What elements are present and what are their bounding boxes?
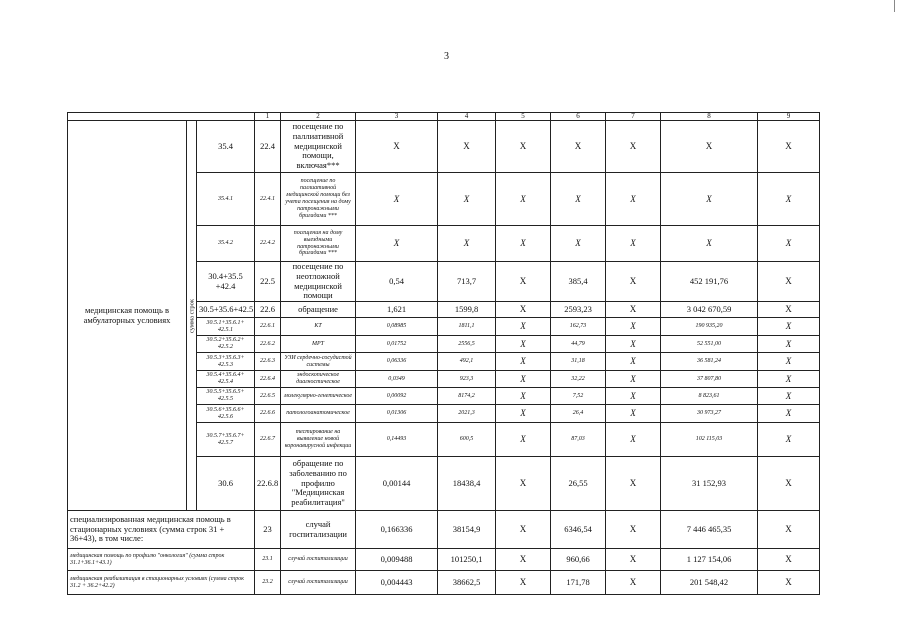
value-cell: 960,66 (551, 549, 606, 571)
value-cell: X (758, 121, 820, 173)
value-cell: X (496, 262, 551, 302)
value-cell: 171,78 (551, 571, 606, 595)
sum-label: сумма строк (187, 121, 197, 511)
value-cell: 162,73 (551, 318, 606, 336)
row-number: 22.5 (255, 262, 281, 302)
value-cell: X (606, 423, 661, 457)
value-cell: X (606, 571, 661, 595)
value-cell: X (496, 226, 551, 262)
row-code: 30.5+35.6+42.5 (197, 302, 255, 318)
header-cell: 5 (496, 113, 551, 121)
row-number: 23.1 (255, 549, 281, 571)
row-number: 22.6.7 (255, 423, 281, 457)
value-cell: X (606, 318, 661, 336)
header-cell: 9 (758, 113, 820, 121)
row-name: тестирование на выявление новой коронавирусной инфекции (281, 423, 356, 457)
row-name: посещение по паллиативной медицинской помощи без учета посещения на дому патронажными бригадами *** (281, 173, 356, 226)
value-cell: X (438, 226, 496, 262)
value-cell: 2556,5 (438, 336, 496, 353)
row-code: 30.5.2+35.6.2+ 42.5.2 (197, 336, 255, 353)
value-cell: X (496, 571, 551, 595)
header-cell: 7 (606, 113, 661, 121)
value-cell: X (496, 457, 551, 511)
value-cell: X (496, 405, 551, 423)
value-cell: 0,166336 (356, 511, 438, 549)
row-code: 30.5.3+35.6.3+ 42.5.3 (197, 353, 255, 371)
row-code: 30.5.6+35.6.6+ 42.5.6 (197, 405, 255, 423)
value-cell: 26,4 (551, 405, 606, 423)
value-cell: X (551, 173, 606, 226)
value-cell: X (758, 173, 820, 226)
value-cell: X (606, 388, 661, 405)
value-cell: X (758, 571, 820, 595)
value-cell: X (758, 302, 820, 318)
value-cell: X (438, 173, 496, 226)
row-name: посещения на дому выездными патронажными бригадами *** (281, 226, 356, 262)
value-cell: X (758, 457, 820, 511)
row-code: 35.4.2 (197, 226, 255, 262)
value-cell: 7 446 465,35 (661, 511, 758, 549)
value-cell: X (496, 371, 551, 388)
value-cell: X (606, 457, 661, 511)
value-cell: X (758, 423, 820, 457)
value-cell: 32,22 (551, 371, 606, 388)
row-code: 30.5.4+35.6.4+ 42.5.4 (197, 371, 255, 388)
value-cell: 923,3 (438, 371, 496, 388)
value-cell: X (496, 173, 551, 226)
value-cell: X (356, 173, 438, 226)
value-cell: 492,1 (438, 353, 496, 371)
value-cell: X (606, 511, 661, 549)
value-cell: 37 807,80 (661, 371, 758, 388)
value-cell: X (758, 371, 820, 388)
row-code: 30.5.5+35.6.5+ 42.5.5 (197, 388, 255, 405)
value-cell: 2593,23 (551, 302, 606, 318)
value-cell: 87,03 (551, 423, 606, 457)
value-cell: 385,4 (551, 262, 606, 302)
value-cell: X (606, 121, 661, 173)
value-cell: 31 152,93 (661, 457, 758, 511)
row-name: обращение по заболеванию по профилю "Медицинская реабилитация" (281, 457, 356, 511)
value-cell: 0,01752 (356, 336, 438, 353)
value-cell: 713,7 (438, 262, 496, 302)
row-name: КТ (281, 318, 356, 336)
header-cell: 1 (255, 113, 281, 121)
table-row (68, 511, 820, 549)
budget-table (67, 112, 820, 595)
value-cell: 0,009488 (356, 549, 438, 571)
value-cell: 1,621 (356, 302, 438, 318)
value-cell: 101250,1 (438, 549, 496, 571)
value-cell: 1811,1 (438, 318, 496, 336)
value-cell: X (496, 302, 551, 318)
value-cell: 38662,5 (438, 571, 496, 595)
value-cell: X (758, 405, 820, 423)
value-cell: X (496, 336, 551, 353)
value-cell: X (496, 353, 551, 371)
page-edge-mark (894, 0, 895, 12)
row-name: случай госпитализации (281, 571, 356, 595)
value-cell: 0,00144 (356, 457, 438, 511)
value-cell: X (758, 353, 820, 371)
value-cell: X (606, 226, 661, 262)
value-cell: X (496, 423, 551, 457)
value-cell: X (496, 121, 551, 173)
row-number: 22.6.5 (255, 388, 281, 405)
value-cell: 8 823,61 (661, 388, 758, 405)
value-cell: X (551, 226, 606, 262)
row-name: патологоанатомическое (281, 405, 356, 423)
row-name: посещение по паллиативной медицинской помощи, включая*** (281, 121, 356, 173)
value-cell: 7,52 (551, 388, 606, 405)
row-code: 30.4+35.5 +42.4 (197, 262, 255, 302)
value-cell: 0,01306 (356, 405, 438, 423)
header-cell: 8 (661, 113, 758, 121)
section-title: медицинская реабилитация в стационарных условиях (сумма строк 31.2 + 36.2+42.2) (68, 571, 255, 595)
value-cell: X (758, 262, 820, 302)
row-number: 22.6.3 (255, 353, 281, 371)
value-cell: X (496, 318, 551, 336)
row-number: 22.6.4 (255, 371, 281, 388)
value-cell: 30 973,27 (661, 405, 758, 423)
value-cell: X (606, 173, 661, 226)
value-cell: X (758, 336, 820, 353)
value-cell: X (661, 226, 758, 262)
value-cell: X (758, 226, 820, 262)
value-cell: 31,18 (551, 353, 606, 371)
header-cell: 3 (356, 113, 438, 121)
row-code: 30.5.7+35.6.7+ 42.5.7 (197, 423, 255, 457)
row-name: случай госпитализации (281, 549, 356, 571)
value-cell: X (356, 121, 438, 173)
row-number: 22.6 (255, 302, 281, 318)
row-code: 30.6 (197, 457, 255, 511)
value-cell: 1 127 154,06 (661, 549, 758, 571)
value-cell: X (606, 405, 661, 423)
row-number: 23.2 (255, 571, 281, 595)
value-cell: 0,06336 (356, 353, 438, 371)
row-number: 22.6.6 (255, 405, 281, 423)
row-name: молекулярно-генетическое (281, 388, 356, 405)
value-cell: 600,5 (438, 423, 496, 457)
value-cell: X (758, 388, 820, 405)
page-number: 3 (444, 51, 449, 62)
value-cell: X (606, 262, 661, 302)
value-cell: 0,004443 (356, 571, 438, 595)
row-number: 22.6.1 (255, 318, 281, 336)
value-cell: X (551, 121, 606, 173)
value-cell: 18438,4 (438, 457, 496, 511)
value-cell: 36 581,24 (661, 353, 758, 371)
value-cell: X (496, 549, 551, 571)
value-cell: 201 548,42 (661, 571, 758, 595)
row-number: 22.6.8 (255, 457, 281, 511)
row-number: 22.6.2 (255, 336, 281, 353)
row-name: УЗИ сердечно-сосудистой системы (281, 353, 356, 371)
value-cell: 3 042 670,59 (661, 302, 758, 318)
value-cell: 26,55 (551, 457, 606, 511)
value-cell: 0,00092 (356, 388, 438, 405)
row-name: МРТ (281, 336, 356, 353)
header-cell: 2 (281, 113, 356, 121)
header-cell: 4 (438, 113, 496, 121)
value-cell: 102 115,03 (661, 423, 758, 457)
row-number: 22.4 (255, 121, 281, 173)
value-cell: 52 551,00 (661, 336, 758, 353)
row-name: случай госпитализации (281, 511, 356, 549)
row-number: 22.4.2 (255, 226, 281, 262)
value-cell: X (758, 511, 820, 549)
value-cell: 6346,54 (551, 511, 606, 549)
value-cell: X (356, 226, 438, 262)
value-cell: X (606, 336, 661, 353)
section-title: специализированная медицинская помощь в стационарных условиях (сумма строк 31 + 36+43), в том числе: (68, 511, 255, 549)
value-cell: 0,0349 (356, 371, 438, 388)
table-row (68, 571, 820, 595)
value-cell: X (606, 549, 661, 571)
value-cell: X (758, 318, 820, 336)
value-cell: X (606, 371, 661, 388)
value-cell: 44,79 (551, 336, 606, 353)
value-cell: 0,14493 (356, 423, 438, 457)
value-cell: X (496, 388, 551, 405)
table-row (68, 549, 820, 571)
value-cell: 0,54 (356, 262, 438, 302)
row-code: 35.4 (197, 121, 255, 173)
value-cell: 0,08985 (356, 318, 438, 336)
value-cell: 38154,9 (438, 511, 496, 549)
row-name: посещение по неотложной медицинской помощи (281, 262, 356, 302)
row-number: 23 (255, 511, 281, 549)
table-body (68, 113, 820, 595)
header-cell: 6 (551, 113, 606, 121)
value-cell: X (438, 121, 496, 173)
value-cell: X (661, 121, 758, 173)
header-cell-empty (68, 113, 255, 121)
value-cell: X (606, 353, 661, 371)
row-code: 35.4.1 (197, 173, 255, 226)
table-row (68, 121, 820, 173)
value-cell: 1599,8 (438, 302, 496, 318)
section-title: медицинская помощь по профилю "онкология" (сумма строк 31.1+36.1+43.1) (68, 549, 255, 571)
row-name: обращение (281, 302, 356, 318)
row-code: 30.5.1+35.6.1+ 42.5.1 (197, 318, 255, 336)
value-cell: X (661, 173, 758, 226)
value-cell: 452 191,76 (661, 262, 758, 302)
row-name: эндоскопическое диагностическое (281, 371, 356, 388)
value-cell: X (758, 549, 820, 571)
value-cell: X (606, 302, 661, 318)
value-cell: 2021,3 (438, 405, 496, 423)
row-number: 22.4.1 (255, 173, 281, 226)
group-title: медицинская помощь в амбулаторных условиях (68, 121, 187, 511)
header-row (68, 113, 820, 121)
value-cell: 190 935,20 (661, 318, 758, 336)
value-cell: 8174,2 (438, 388, 496, 405)
value-cell: X (496, 511, 551, 549)
